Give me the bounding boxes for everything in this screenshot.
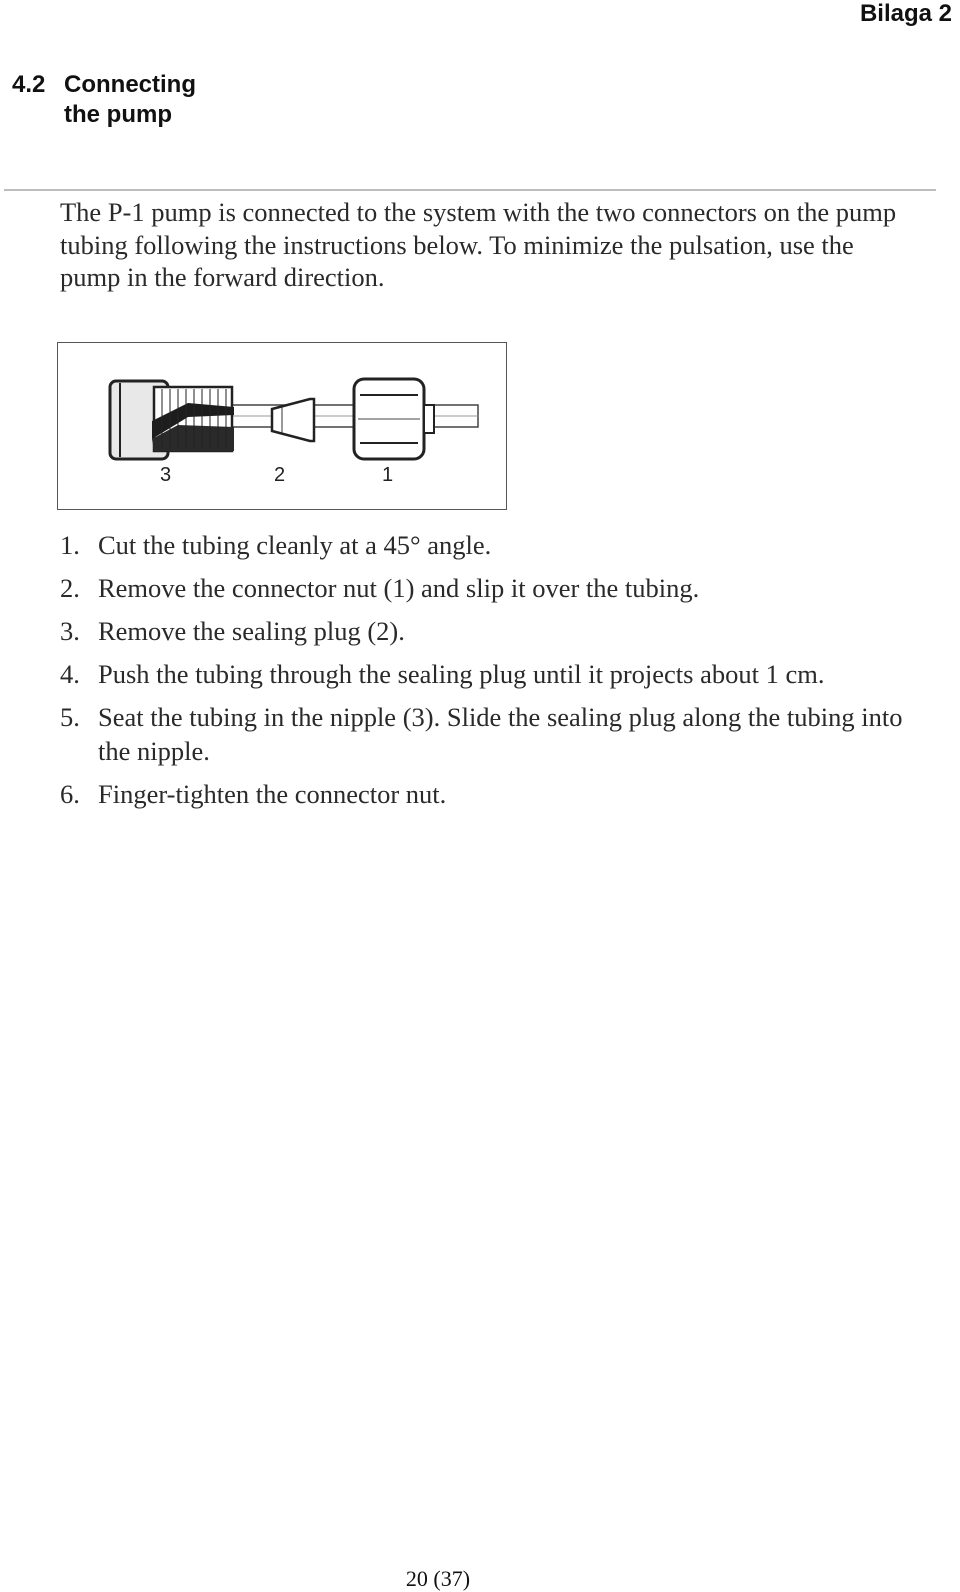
label-connector-nut: 1 bbox=[382, 464, 394, 486]
instruction-steps bbox=[60, 528, 920, 820]
step-number: 2. bbox=[60, 573, 80, 603]
step-number: 4. bbox=[60, 659, 80, 689]
section-title-line2: the pump bbox=[64, 101, 172, 128]
step-item bbox=[60, 614, 920, 648]
step-text: Finger-tighten the connector nut. bbox=[98, 779, 447, 809]
step-item bbox=[60, 528, 920, 562]
step-number: 3. bbox=[60, 616, 80, 646]
step-item bbox=[60, 777, 920, 811]
label-nipple: 3 bbox=[160, 464, 172, 486]
step-text: Seat the tubing in the nipple (3). Slide the sealing plug along the tubing into the nipple. bbox=[98, 702, 903, 766]
label-sealing-plug: 2 bbox=[274, 464, 286, 486]
step-text: Cut the tubing cleanly at a 45° angle. bbox=[98, 530, 492, 560]
step-text: Remove the sealing plug (2). bbox=[98, 616, 405, 646]
section-heading bbox=[12, 70, 196, 130]
intro-paragraph: The P-1 pump is connected to the system with the two connectors on the pump tubing following the instructions below. To minimize the pulsation, use the pump in the forward direction. bbox=[60, 197, 897, 292]
step-number: 6. bbox=[60, 779, 80, 809]
step-item bbox=[60, 571, 920, 605]
tubing-graphic bbox=[208, 405, 478, 427]
step-number: 1. bbox=[60, 530, 80, 560]
section-title-line1: Connecting bbox=[64, 71, 196, 98]
section-number: 4.2 bbox=[12, 71, 46, 98]
step-text: Remove the connector nut (1) and slip it over the tubing. bbox=[98, 573, 700, 603]
connector-nut-graphic bbox=[354, 379, 434, 459]
step-item bbox=[60, 700, 920, 768]
page-number: 20 (37) bbox=[405, 1566, 471, 1591]
step-item bbox=[60, 657, 920, 691]
step-text: Push the tubing through the sealing plug until it projects about 1 cm. bbox=[98, 659, 825, 689]
nipple-graphic bbox=[110, 381, 234, 459]
step-number: 5. bbox=[60, 702, 80, 732]
section-divider bbox=[4, 189, 936, 191]
attachment-label: Bilaga 2 bbox=[859, 0, 952, 27]
